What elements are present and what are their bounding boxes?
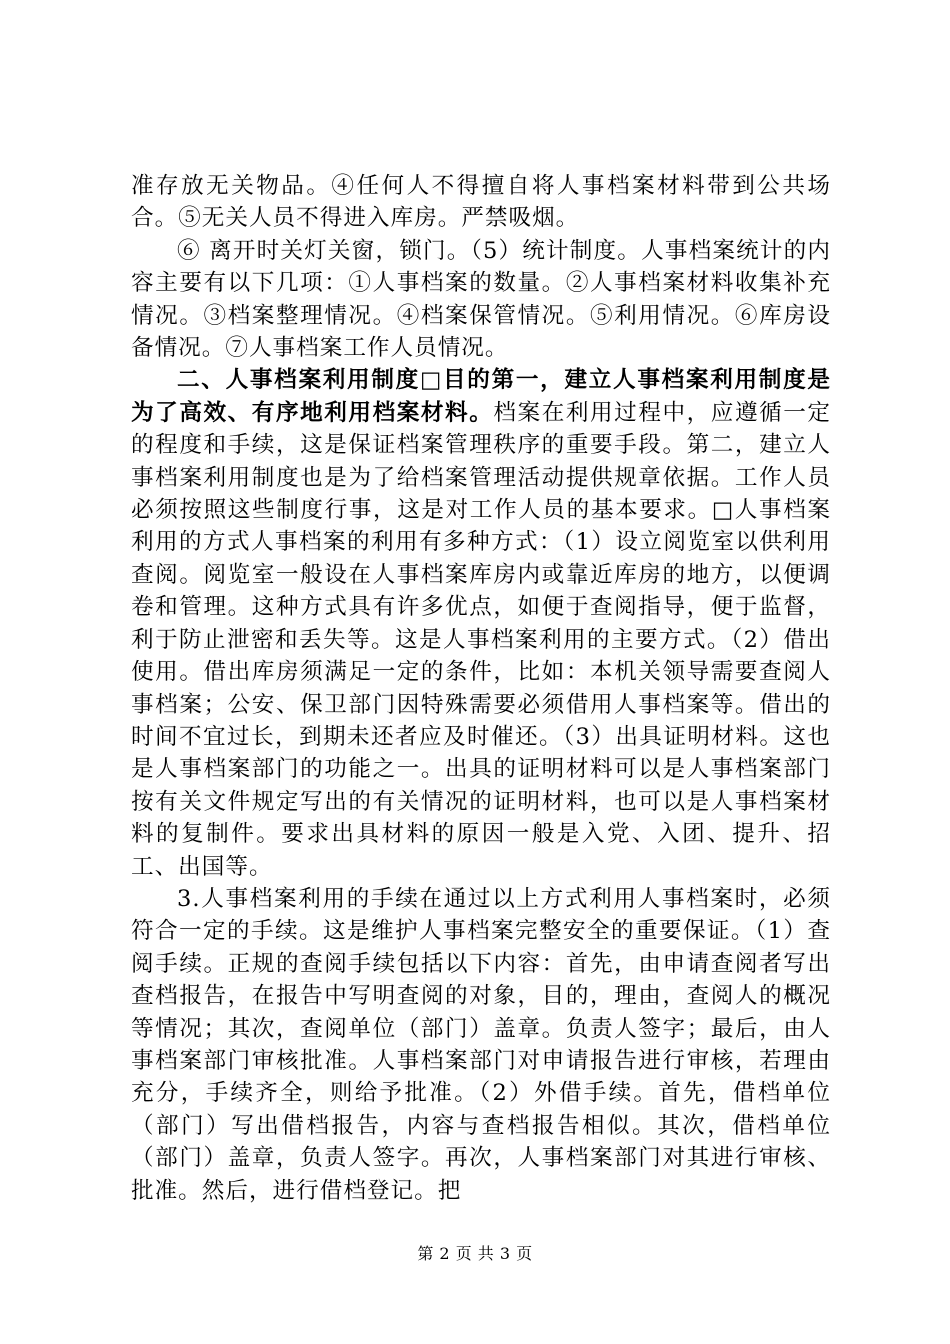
paragraph-1 [131,170,831,235]
page-footer [0,1244,950,1264]
paragraph-1-text: 准存放无关物品。④任何人不得擅自将人事档案材料带到公共场合。⑤无关人员不得进入库房。严禁吸烟。 [131,173,831,232]
paragraph-3 [131,364,831,883]
section-heading-2: 二、人事档案利用制度□目的第一，建立人事档案利用制度是为了高效、有序地利用档案材料。 [131,367,831,426]
paragraph-2 [131,235,831,365]
paragraph-3-text: 档案在利用过程中，应遵循一定的程度和手续，这是保证档案管理秩序的重要手段。第二，建立人事档案利用制度也是为了给档案管理活动提供规章依据。工作人员必须按照这些制度行事，这是对工作人员的基本要求。□人事档案利用的方式人事档案的利用有多种方式：（1）设立阅览室以供利用查阅。阅览室一般设在人事档案库房内或靠近库房的地方，以便调卷和管理。这种方式具有许多优点，如便于查阅指导，便于监督，利于防止泄密和丢失等。这是人事档案利用的主要方式。（2）借出使用。借出库房须满足一定的条件，比如：本机关领导需要查阅人事档案；公安、保卫部门因特殊需要必须借用人事档案等。借出的时间不宜过长，到期未还者应及时催还。（3）出具证明材料。这也是人事档案部门的功能之一。出具的证明材料可以是人事档案部门按有关文件规定写出的有关情况的证明材料，也可以是人事档案材料的复制件。要求出具材料的原因一般是入党、入团、提升、招工、出国等。 [131,399,832,880]
page-number-label: 第 2 页 共 3 页 [417,1244,533,1263]
paragraph-4-text: 3.人事档案利用的手续在通过以上方式利用人事档案时，必须符合一定的手续。这是维护人事档案完整安全的重要保证。（1）查阅手续。正规的查阅手续包括以下内容：首先，由申请查阅者写出查档报告，在报告中写明查阅的对象，目的，理由，查阅人的概况等情况；其次，查阅单位（部门）盖章。负责人签字；最后，由人事档案部门审核批准。人事档案部门对申请报告进行审核，若理由充分，手续齐全，则给予批准。（2）外借手续。首先，借档单位（部门）写出借档报告，内容与查档报告相似。其次，借档单位（部门）盖章，负责人签字。再次，人事档案部门对其进行审核、批准。然后，进行借档登记。把 [131,885,831,1204]
document-body [131,170,831,1207]
paragraph-2-text: ⑥ 离开时关灯关窗，锁门。（5）统计制度。人事档案统计的内容主要有以下几项：①人事档案的数量。②人事档案材料收集补充情况。③档案整理情况。④档案保管情况。⑤利用情况。⑥库房设备情况。⑦人事档案工作人员情况。 [131,237,831,362]
paragraph-4 [131,883,831,1207]
